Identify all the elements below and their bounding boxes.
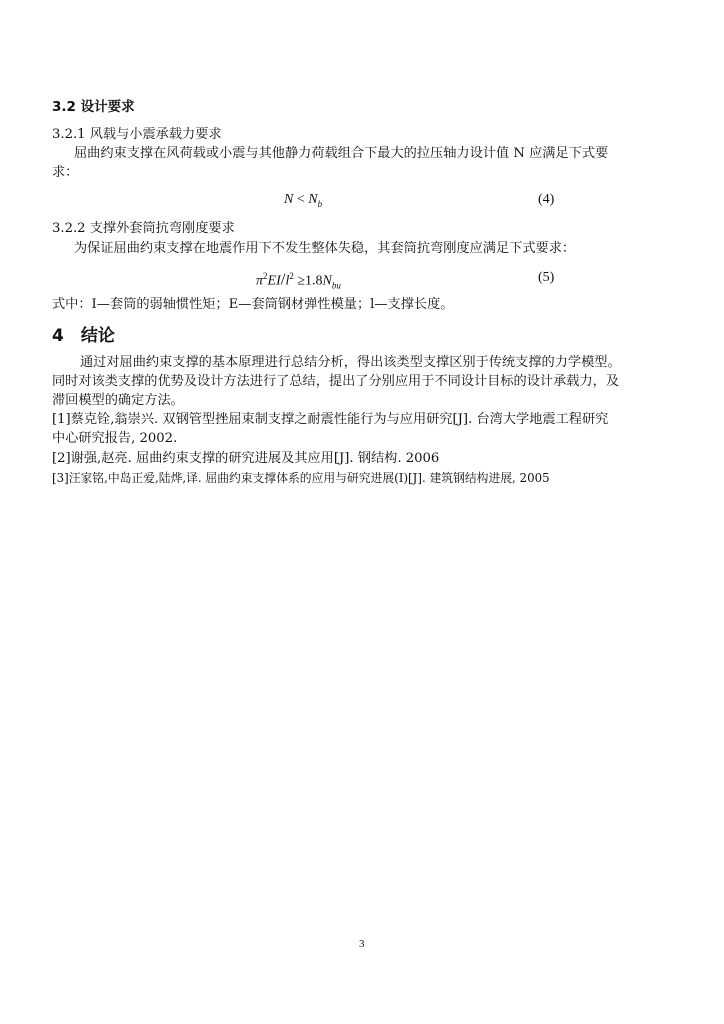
equation-4-rhs: N — [308, 192, 318, 207]
equation-5 — [256, 267, 341, 294]
section-3-2-2-paragraph: 为保证屈曲约束支撑在地震作用下不发生整体失稳，其套筒抗弯刚度应满足下式要求： — [74, 241, 576, 256]
reference-3: [3]汪家铭,中岛正爱,陆烨,译. 屈曲约束支撑体系的应用与研究进展(I)[J]. 建筑钢结构进展, 2005 — [52, 471, 550, 485]
equation-5-sup-b: 2 — [289, 271, 294, 281]
equation-5-l: l — [285, 273, 290, 289]
conclusion-paragraph-line-2: 同时对该类支撑的优势及设计方法进行了总结，提出了分别应用于不同设计目标的设计承载力，及 — [52, 374, 620, 389]
equation-5-slash: / — [280, 269, 286, 289]
equation-5-subscript: bu — [331, 280, 341, 291]
equation-4 — [284, 191, 322, 213]
section-3-2-heading: 3.2 设计要求 — [52, 99, 135, 115]
section-3-2-1-heading: 3.2.1 风载与小震承载力要求 — [52, 127, 222, 142]
equation-5-rhs: ≥1.8 — [293, 273, 323, 289]
equation-5-number: (5) — [538, 270, 555, 285]
equation-5-EI: EI — [267, 273, 281, 289]
section-4-heading: 4 结论 — [52, 326, 115, 346]
equation-5-N: N — [322, 273, 332, 289]
equation-5-sup: 2 — [263, 271, 268, 281]
equation-4-number: (4) — [538, 192, 555, 207]
reference-1-line-1: [1]蔡克铨,翁崇兴. 双钢管型挫屈束制支撑之耐震性能行为与应用研究[J]. 台湾大学地震工程研究 — [52, 412, 609, 427]
section-3-2-1-paragraph-line-1: 屈曲约束支撑在风荷载或小震与其他静力荷载组合下最大的拉压轴力设计值 N 应满足下式要 — [74, 146, 609, 161]
equation-4-subscript: b — [317, 198, 323, 209]
equation-4-lhs: N — [284, 192, 294, 207]
reference-2: [2]谢强,赵亮. 屈曲约束支撑的研究进展及其应用[J]. 钢结构. 2006 — [52, 451, 440, 466]
page-number: 3 — [359, 938, 365, 950]
conclusion-paragraph-line-1: 通过对屈曲约束支撑的基本原理进行总结分析，得出该类型支撑区别于传统支撑的力学模型。 — [80, 355, 621, 370]
symbol-definitions: 式中：I—套筒的弱轴惯性矩；E—套筒钢材弹性模量；l—支撑长度。 — [52, 297, 454, 312]
equation-5-pi: π — [256, 273, 264, 289]
conclusion-paragraph-line-3: 滞回模型的确定方法。 — [52, 393, 184, 408]
section-3-2-2-heading: 3.2.2 支撑外套筒抗弯刚度要求 — [52, 221, 235, 236]
section-3-2-1-paragraph-line-2: 求： — [52, 165, 79, 180]
equation-4-operator: < — [293, 192, 309, 207]
reference-1-line-2: 中心研究报告, 2002. — [52, 431, 178, 446]
